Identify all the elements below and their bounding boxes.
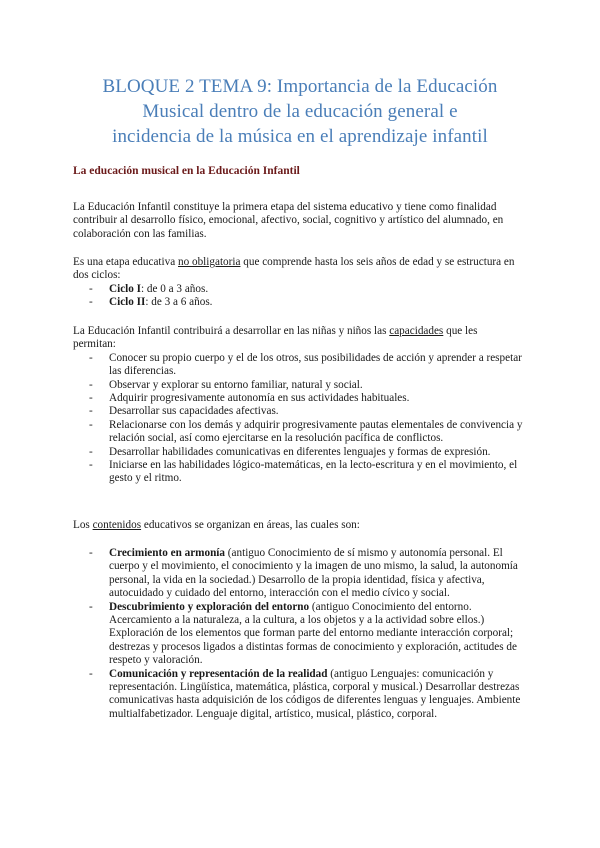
title-line-3: incidencia de la música en el aprendizaje infantil (112, 126, 488, 147)
stage-paragraph (73, 256, 523, 283)
list-item: - Crecimiento en armonía (antiguo Conocimiento de sí mismo y autonomía personal. El cuerpo y el movimiento, el conocimiento y la imagen de uno mismo, la salud, la autonomía personal, la vida en la sociedad.) Desarrollo de la propia identidad, física y afectiva, autocuidado y cuidado del entorno, interacción con el medio cívico y social. (89, 547, 518, 600)
list-item: - Descubrimiento y exploración del entorno (antiguo Conocimiento del entorno. Acercamiento a la naturaleza, a la cultura, a los objetos y a la actividad sobre ellos.) Exploración de los elementos que forman parte del entorno mediante interacción corporal; destrezas y procesos ligados a distintas formas de conocimiento y exploración, actitudes de respeto y valoración. (89, 600, 517, 667)
stage-section (73, 256, 523, 310)
intro-text: La Educación Infantil constituye la primera etapa del sistema educativo y tiene como finalidad contribuir al desarrollo físico, emocional, afectivo, social, cognitivo y artístico del alumnado, en colaboración con las familias. (73, 201, 504, 240)
area-text: (antiguo Conocimiento de sí mismo y autonomía personal. El cuerpo y el movimiento, el conocimiento y la imagen de uno mismo, la salud, la autonomía personal, la vida en la sociedad.) Desarrollo de la propia identidad, física y afectiva, autocuidado y cuidado del entorno, interacción con el medio cívico y social. (109, 547, 518, 600)
contents-paragraph (73, 519, 523, 532)
area-name: Descubrimiento y exploración del entorno (109, 600, 310, 613)
contents-text-after: educativos se organizan en áreas, las cuales son: (141, 519, 360, 531)
list-item: - Observar y explorar su entorno familiar, natural y social. (89, 378, 363, 391)
capacities-text-after: que les permitan: (73, 325, 478, 351)
list-item: - Comunicación y representación de la realidad (antiguo Lenguajes: comunicación y representación. Lingüística, matemática, plástica, corporal y musical.) Desarrollar destrezas comunicativas hasta adquisición de los códigos de diferentes lenguas y lenguajes. Ambiente multialfabetizador. Lenguaje digital, artístico, musical, plástico, corporal. (89, 667, 521, 720)
cycle-name: Ciclo II (109, 296, 146, 309)
area-name: Comunicación y representación de la realidad (109, 667, 328, 680)
cycle-name: Ciclo I (109, 282, 142, 295)
area-name: Crecimiento en armonía (109, 547, 225, 559)
list-item: - Conocer su propio cuerpo y el de los otros, sus posibilidades de acción y aprender a respetar las diferencias. (89, 351, 522, 378)
list-item: - Iniciarse en las habilidades lógico-matemáticas, en la lecto-escritura y en el movimiento, el gesto y el ritmo. (89, 459, 518, 485)
capacities-paragraph (73, 325, 523, 352)
capacities-list (73, 352, 523, 486)
list-item: - Desarrollar sus capacidades afectivas. (89, 405, 279, 418)
list-item: - Ciclo I: de 0 a 3 años. (89, 282, 209, 295)
section-heading: La educación musical en la Educación Infantil (73, 165, 300, 177)
capacities-text-before: La Educación Infantil contribuirá a desarrollar en las niñas y niños las (73, 325, 390, 337)
contents-section (73, 519, 523, 532)
areas-section (73, 547, 523, 721)
stage-text-before: Es una etapa educativa (73, 256, 178, 268)
stage-text-after: que comprende hasta los seis años de edad y se estructura en dos ciclos: (73, 256, 515, 282)
intro-paragraph (73, 201, 523, 241)
cycle-text: : de 0 a 3 años. (141, 282, 209, 295)
list-item: - Ciclo II: de 3 a 6 años. (89, 296, 213, 309)
list-item: - Relacionarse con los demás y adquirir progresivamente pautas elementales de convivencia y relación social, así como ejercitarse en la resolución pacífica de conflictos. (89, 418, 523, 445)
contents-underlined: contenidos (92, 519, 142, 531)
title-line-2: Musical dentro de la educación general e (142, 101, 458, 122)
list-item: - Desarrollar habilidades comunicativas en diferentes lenguajes y formas de expresión. (89, 445, 491, 458)
area-text: (antiguo Conocimiento del entorno. Acercamiento a la naturaleza, a la cultura, a los objetos y a la actividad sobre ellos.) Exploración de los elementos que forman parte del entorno mediante interacción corporal; destrezas y procesos ligados a distintas formas de conocimiento y exploración, actitudes de respeto y valoración. (109, 600, 517, 667)
title-line-1: BLOQUE 2 TEMA 9: Importancia de la Educación (102, 76, 498, 97)
cycles-list (73, 283, 523, 310)
cycle-text: : de 3 a 6 años. (145, 296, 213, 309)
contents-text-before: Los (73, 519, 93, 531)
capacities-section (73, 325, 523, 486)
areas-list (73, 547, 523, 721)
page-title (40, 74, 560, 149)
capacities-underlined: capacidades (389, 325, 444, 337)
list-item: - Adquirir progresivamente autonomía en sus actividades habituales. (89, 392, 410, 405)
area-text: (antiguo Lenguajes: comunicación y representación. Lingüística, matemática, plástica, corporal y musical.) Desarrollar destrezas comunicativas hasta adquisición de los códigos de diferentes lenguas y lenguajes. Ambiente multialfabetizador. Lenguaje digital, artístico, musical, plástico, corporal. (109, 667, 521, 720)
stage-underlined: no obligatoria (178, 256, 241, 268)
